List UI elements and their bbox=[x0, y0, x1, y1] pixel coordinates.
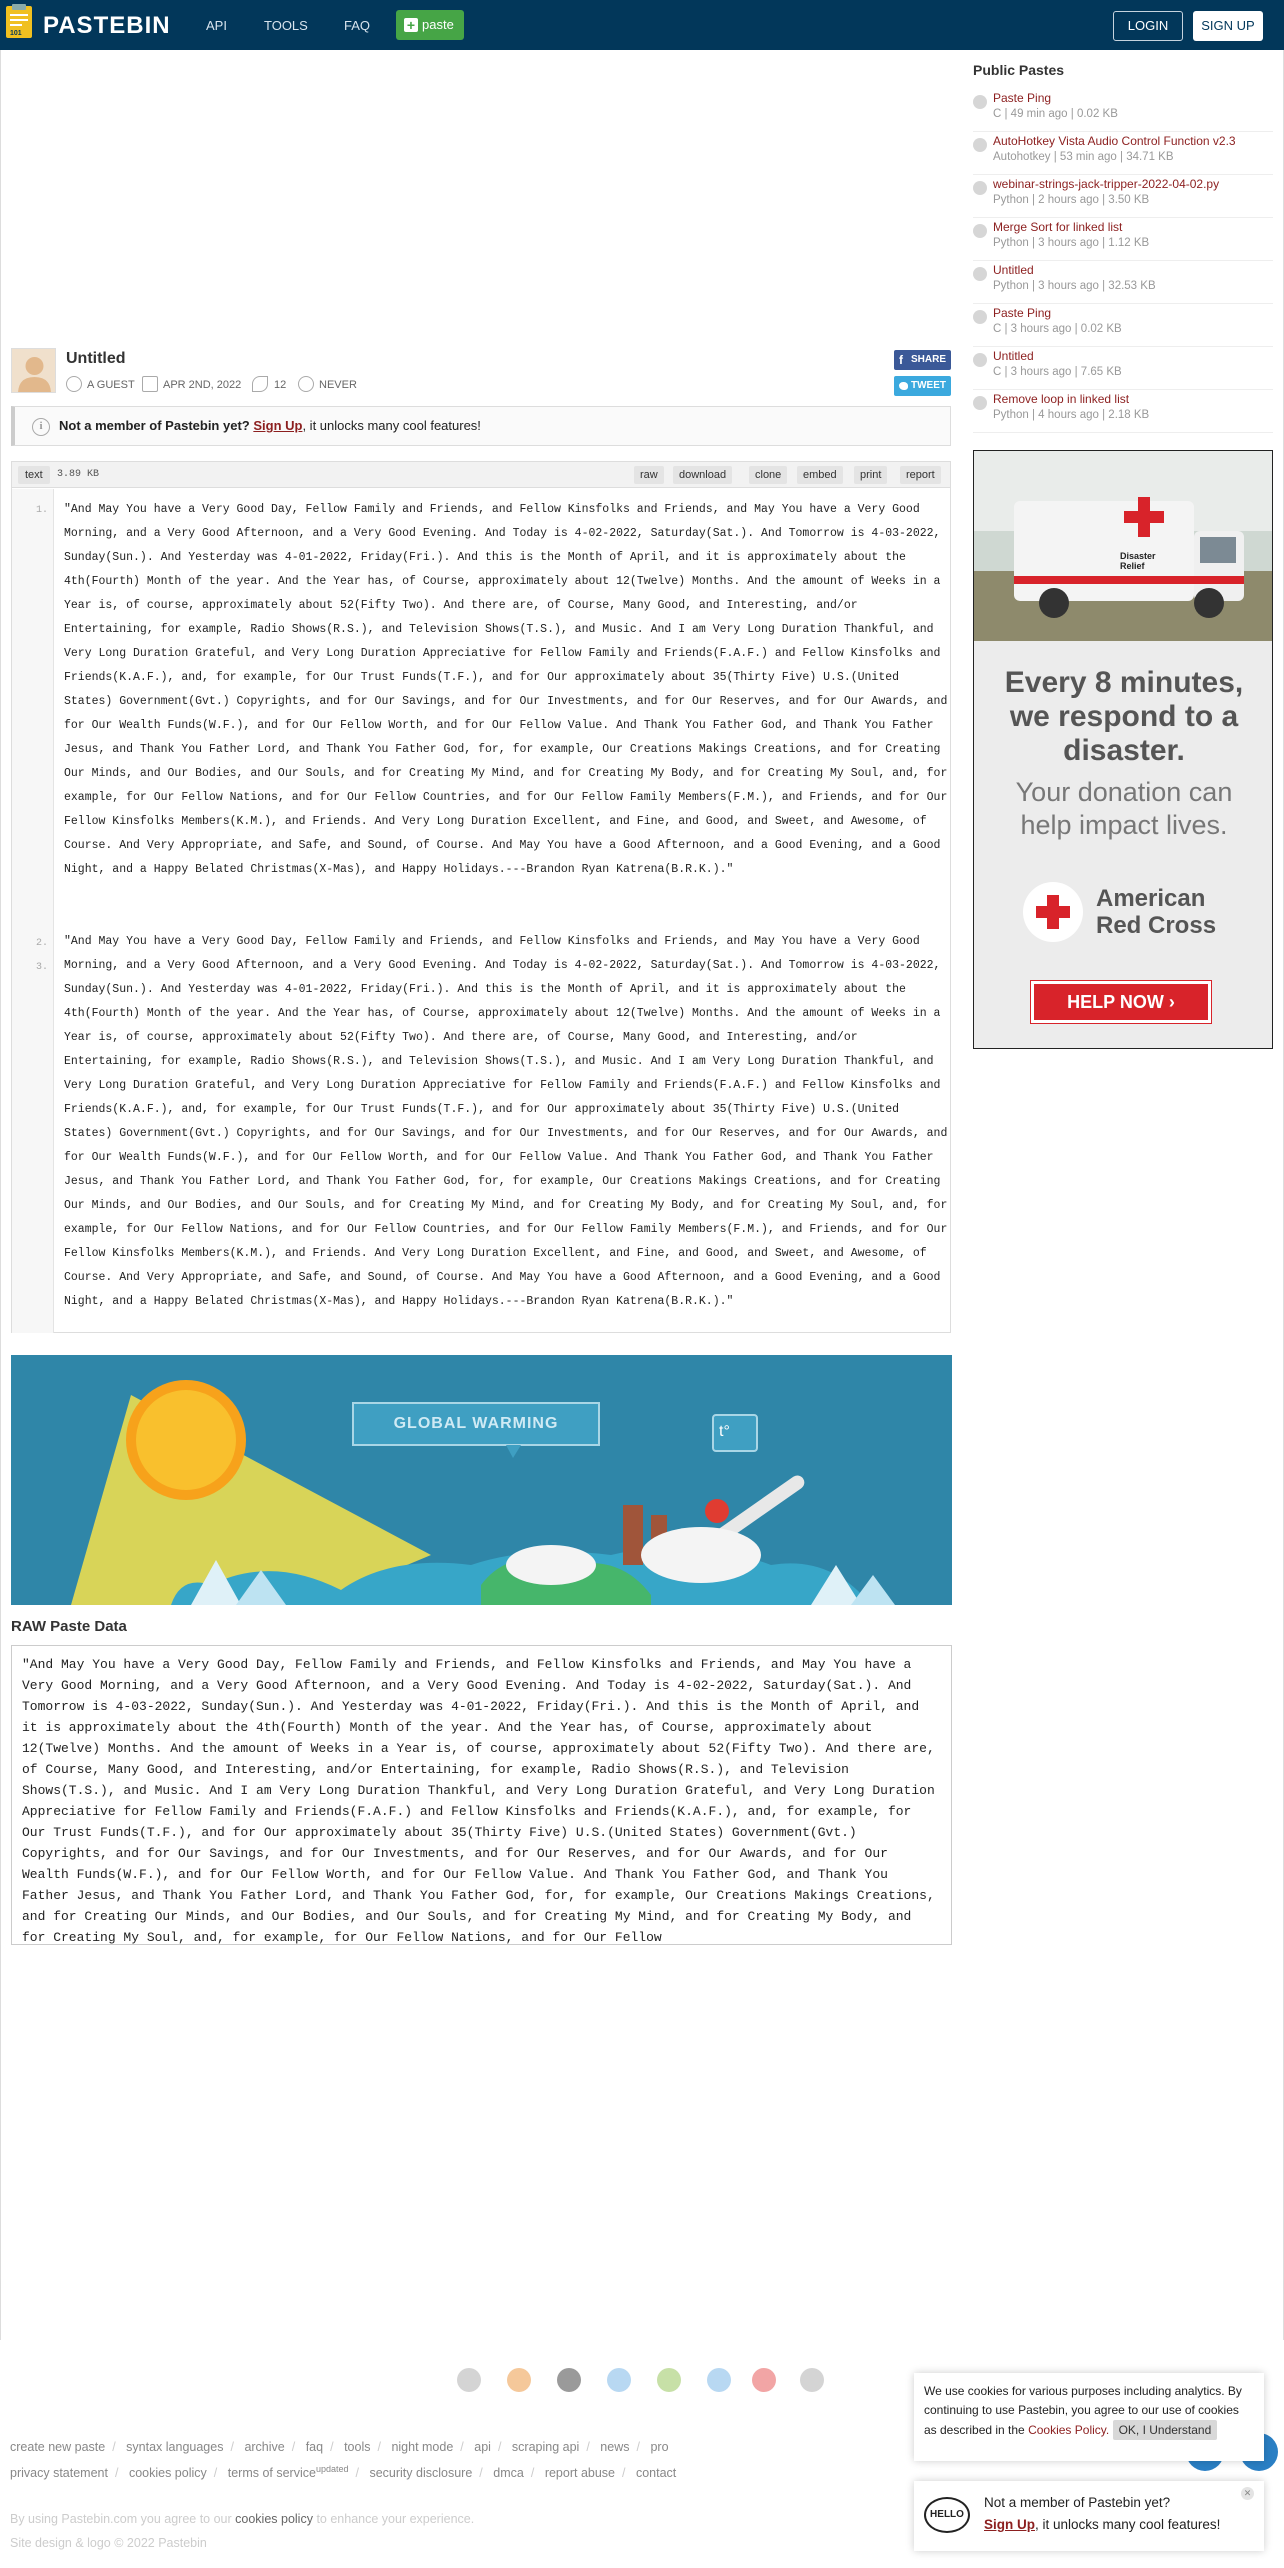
public-paste-item[interactable] bbox=[973, 219, 1273, 261]
global-warming-banner-ad[interactable] bbox=[11, 1355, 952, 1605]
public-paste-meta: Python | 2 hours ago | 3.50 KB bbox=[993, 194, 1150, 206]
nav-faq[interactable]: FAQ bbox=[344, 18, 371, 33]
edge-icon[interactable] bbox=[800, 2368, 824, 2392]
footer-agreement bbox=[10, 2512, 474, 2526]
twitter-bird-icon bbox=[899, 382, 908, 390]
public-paste-item[interactable] bbox=[973, 305, 1273, 347]
public-paste-item[interactable] bbox=[973, 262, 1273, 304]
firefox-icon[interactable] bbox=[507, 2368, 531, 2392]
van-text: Disaster Relief bbox=[1120, 551, 1156, 571]
public-paste-item[interactable] bbox=[973, 90, 1273, 132]
opera-icon[interactable] bbox=[752, 2368, 776, 2392]
ambulance-photo bbox=[974, 451, 1273, 641]
red-cross-logo-icon bbox=[1022, 881, 1084, 943]
raw-paste-textarea[interactable]: "And May You have a Very Good Day, Fellow Family and Friends, and Fellow Kinsfolks and Friends, and May You have a Very Good Morning, and a Very Good Afternoon, and a Very Good Evening. And Today is 4-02-2022, Saturday(Sat.). And Tomorrow is 4-03-2022, Sunday(Sun.). And Yesterday was 4-01-2022, Friday(Fri.). And this is the Month of April, and it is approximately about the 4th(Fourth) Month of the year. And the Year has, of Course, approximately about 12(Twelve) Months. And the amount of Weeks in a Year is, of course, approximately about 52(Fifty Two). And there are, of Course, Many Good, and Interesting, and/or Entertaining, for example, Radio Shows(R.S.), and Television Shows(T.S.), and Music. And I am Very Long Duration Thankful, and Very Long Duration Grateful, and Very Long Duration Appreciative for Fellow Family and Friends(F.A.F.) and Fellow Kinsfolks and Friends(K.A.F.), and, for example, for Our Trust Funds(T.F.), and for Our approximately about 35(Thirty Five) U.S.(United States) Government(Gvt.) Copyrights, and for Our Savings, and for Our Investments, and for Our Reserves, and for Our Awards, and for Our Wealth Funds(W.F.), and for Our Fellow Worth, and for Our Fellow Value. And Thank You Father God, and Thank You Father Jesus, and Thank You Father Lord, and Thank You Father God, for, for example, Our Creations Makings Creations, and for Creating Our Minds, and Our Bodies, and Our Souls, and for Creating My Mind, and for Creating My Body, and for Creating My Soul, and, for example, for Our Fellow Nations, and for Our Fellow bbox=[11, 1645, 952, 1945]
new-paste-label: paste bbox=[422, 17, 454, 32]
ad-subtext: Your donation can help impact lives. bbox=[1015, 777, 1233, 840]
download-button[interactable]: download bbox=[673, 466, 732, 484]
public-paste-title[interactable]: Merge Sort for linked list bbox=[993, 220, 1123, 234]
facebook-share-button[interactable] bbox=[894, 350, 951, 370]
public-paste-title[interactable]: Paste Ping bbox=[993, 306, 1052, 320]
public-paste-item[interactable] bbox=[973, 348, 1273, 390]
footer-copyright: Site design & logo © 2022 Pastebin bbox=[10, 2536, 207, 2550]
safari-icon[interactable] bbox=[707, 2368, 731, 2392]
popup-line-1: Not a member of Pastebin yet? bbox=[984, 2495, 1171, 2510]
chrome-icon[interactable] bbox=[457, 2368, 481, 2392]
globe-icon bbox=[973, 310, 987, 324]
public-paste-title[interactable]: webinar-strings-jack-tripper-2022-04-02.py bbox=[993, 177, 1220, 191]
brand-name[interactable]: PASTEBIN bbox=[43, 12, 171, 39]
public-paste-title[interactable]: Untitled bbox=[993, 349, 1034, 363]
apple-icon[interactable] bbox=[557, 2368, 581, 2392]
footer-link[interactable]: create new paste bbox=[10, 2440, 106, 2454]
public-pastes-heading: Public Pastes bbox=[973, 62, 1065, 78]
plus-icon: + bbox=[404, 18, 418, 32]
raw-paste-heading: RAW Paste Data bbox=[11, 1618, 127, 1635]
footer-link[interactable]: scraping api bbox=[511, 2440, 580, 2454]
globe-icon bbox=[973, 396, 987, 410]
info-icon: i bbox=[32, 418, 50, 436]
cookie-consent-banner bbox=[914, 2373, 1264, 2461]
clock-icon bbox=[298, 376, 314, 392]
banner-label: GLOBAL WARMING bbox=[393, 1415, 559, 1432]
nav-api[interactable]: API bbox=[206, 18, 227, 33]
popup-line-2 bbox=[984, 2517, 1220, 2532]
report-button[interactable]: report bbox=[900, 466, 941, 484]
help-now-button[interactable]: HELP NOW › bbox=[1031, 981, 1211, 1023]
globe-icon bbox=[973, 138, 987, 152]
footer-link[interactable]: terms of service bbox=[227, 2466, 316, 2481]
svg-text:101: 101 bbox=[10, 30, 22, 37]
line-number: 3. bbox=[35, 962, 48, 973]
notice-signup-link[interactable]: Sign Up bbox=[253, 418, 303, 433]
footer-links-row-1: create new paste / syntax languages / archive / faq / tools / night mode / api / scraping api / news / pro bbox=[10, 2440, 669, 2454]
clone-button[interactable]: clone bbox=[749, 466, 787, 484]
public-paste-meta: Python | 3 hours ago | 1.12 KB bbox=[993, 237, 1150, 249]
globe-icon bbox=[973, 95, 987, 109]
signup-popup bbox=[914, 2481, 1264, 2551]
public-paste-title[interactable]: Remove loop in linked list bbox=[993, 392, 1130, 406]
tweet-label: TWEET bbox=[911, 380, 946, 391]
globe-icon bbox=[973, 267, 987, 281]
user-silhouette-icon bbox=[12, 349, 56, 393]
footer-link[interactable]: syntax languages bbox=[126, 2440, 224, 2454]
footer-link[interactable]: tools bbox=[344, 2440, 371, 2454]
footer-link[interactable]: report abuse bbox=[544, 2466, 615, 2481]
facebook-icon: f bbox=[899, 353, 903, 367]
public-paste-item[interactable] bbox=[973, 391, 1273, 433]
android-icon[interactable] bbox=[657, 2368, 681, 2392]
login-button[interactable]: LOGIN bbox=[1113, 11, 1183, 41]
public-paste-item[interactable] bbox=[973, 133, 1273, 175]
line-number: 1. bbox=[35, 505, 48, 516]
public-paste-meta: C | 3 hours ago | 7.65 KB bbox=[993, 366, 1122, 378]
guest-avatar bbox=[11, 348, 56, 393]
footer-link[interactable]: night mode bbox=[391, 2440, 454, 2454]
paste-date: APR 2ND, 2022 bbox=[163, 379, 242, 391]
red-cross-ad[interactable] bbox=[973, 450, 1273, 1049]
new-paste-button[interactable] bbox=[396, 10, 464, 40]
global-warming-illustration bbox=[11, 1355, 952, 1605]
embed-button[interactable]: embed bbox=[797, 466, 843, 484]
footer-link[interactable]: cookies policy bbox=[128, 2466, 207, 2481]
user-icon bbox=[66, 376, 82, 392]
public-paste-item[interactable] bbox=[973, 176, 1273, 218]
share-label: SHARE bbox=[911, 354, 947, 365]
cookie-ok-button[interactable]: OK, I Understand bbox=[1113, 2420, 1218, 2440]
ad-org-name: American Red Cross bbox=[1096, 885, 1217, 939]
paste-code-box bbox=[11, 461, 951, 1333]
code-toolbar bbox=[12, 462, 950, 488]
public-paste-meta: C | 49 min ago | 0.02 KB bbox=[993, 108, 1118, 120]
agreement-suffix: to enhance your experience. bbox=[316, 2512, 475, 2526]
globe-icon bbox=[973, 224, 987, 238]
globe-icon bbox=[973, 181, 987, 195]
top-header bbox=[0, 0, 1284, 50]
footer-link[interactable]: security disclosure bbox=[369, 2466, 473, 2481]
tos-updated-tag: updated bbox=[315, 2464, 349, 2474]
twitter-tweet-button[interactable] bbox=[894, 376, 951, 396]
ad-headline: Every 8 minutes, we respond to a disaster. bbox=[1004, 666, 1244, 767]
pastebin-logo-icon[interactable] bbox=[4, 4, 38, 44]
public-paste-meta: Autohotkey | 53 min ago | 34.71 KB bbox=[993, 151, 1174, 163]
notice-text: Not a member of Pastebin yet? bbox=[59, 418, 250, 433]
code-line-1: "And May You have a Very Good Day, Fellow Family and Friends, and Fellow Kinsfolks and Friends, and May You have a Very Good Morning, and a Very Good Afternoon, and a Very Good Evening. And Today is 4-02-2022, Saturday(Sat.). And Tomorrow is 4-03-2022, Sunday(Sun.). And Yesterday was 4-01-2022, Friday(Fri.). And this is the Month of April, and it is approximately about the 4th(Fourth) Month of the year. And the Year has, of Course, approximately about 12(Twelve) Months. And the amount of Weeks in a Year is, of course, approximately about 52(Fifty Two). And there are, of Course, Many Good, and Interesting, and/or Entertaining, for example, Radio Shows(R.S.), and Television Shows(T.S.), and Music. And I am Very Long Duration Thankful, and Very Long Duration Grateful, and Very Long Duration Appreciative for Fellow Family and Friends(F.A.F.) and Fellow Kinsfolks and Friends(K.A.F.), and, for example, for Our Trust Funds(T.F.), and for Our approximately about 35(Thirty Five) U.S.(United States) Government(Gvt.) Copyrights, and for Our Savings, and for Our Investments, and for Our Reserves, and for Our Awards, and for Our Wealth Funds(W.F.), and for Our Fellow Worth, and for Our Fellow Value. And Thank You Father God, and Thank You Father Jesus, and Thank You Father Lord, and Thank You Father God, for, for example, Our Creations Makings Creations, and for Creating Our Minds, and Our Bodies, and Our Souls, and for Creating My Mind, and for Creating My Body, and for Creating My Soul, and, for example, for Our Fellow Nations, and for Our Fellow Countries, and for Our Fellow Family Members(F.M.), and Friends, and for Our Fellow Kinsfolks Members(K.M.), and Friends. And Very Long Duration Excellent, and Fine, and Good, and Sweet, and Awesome, of Course. And Very Appropriate, and Safe, and Sound, of Course. And May You have a Good Afternoon, and a Good Evening, and a Good Night, and a Happy Belated Christmas(X-Mas), and Happy Holidays.---Brandon Ryan Katrena(B.R.K.)." bbox=[64, 503, 948, 876]
thermometer-badge: t° bbox=[719, 1423, 730, 1440]
line-number: 2. bbox=[35, 938, 48, 949]
print-button[interactable]: print bbox=[854, 466, 887, 484]
cookie-text: We use cookies for various purposes including analytics. By continuing to use Pastebin, you agree to our use of cookies as described in the bbox=[924, 2384, 1242, 2437]
popup-signup-link[interactable]: Sign Up bbox=[984, 2517, 1035, 2532]
agreement-prefix: By using Pastebin.com you agree to our bbox=[10, 2512, 232, 2526]
footer-link[interactable]: api bbox=[474, 2440, 491, 2454]
public-paste-meta: C | 3 hours ago | 0.02 KB bbox=[993, 323, 1122, 335]
hello-bubble-icon: HELLO bbox=[924, 2497, 970, 2533]
paste-expiry: NEVER bbox=[319, 379, 357, 391]
footer-link[interactable]: privacy statement bbox=[10, 2466, 108, 2481]
paste-size: 3.89 KB bbox=[57, 469, 100, 480]
eye-icon bbox=[252, 376, 268, 392]
footer-link[interactable]: pro bbox=[650, 2440, 669, 2454]
footer-link[interactable]: faq bbox=[305, 2440, 324, 2454]
syntax-language-tag[interactable]: text bbox=[18, 466, 50, 484]
cookie-policy-link[interactable]: Cookies Policy. bbox=[1028, 2423, 1110, 2437]
paste-author[interactable]: A GUEST bbox=[87, 379, 135, 391]
signup-button[interactable]: SIGN UP bbox=[1193, 11, 1263, 41]
footer-link[interactable]: news bbox=[600, 2440, 630, 2454]
public-paste-title[interactable]: Untitled bbox=[993, 263, 1034, 277]
calendar-icon bbox=[142, 376, 158, 392]
footer-link[interactable]: archive bbox=[244, 2440, 285, 2454]
public-paste-meta: Python | 4 hours ago | 2.18 KB bbox=[993, 409, 1150, 421]
globe-icon bbox=[973, 353, 987, 367]
public-paste-meta: Python | 3 hours ago | 32.53 KB bbox=[993, 280, 1156, 292]
raw-button[interactable]: raw bbox=[634, 466, 664, 484]
public-paste-title[interactable]: AutoHotkey Vista Audio Control Function v2.3 bbox=[993, 134, 1236, 148]
code-line-3: "And May You have a Very Good Day, Fellow Family and Friends, and Fellow Kinsfolks and Friends, and May You have a Very Good Morning, and a Very Good Afternoon, and a Very Good Evening. And Today is 4-02-2022, Saturday(Sat.). And Tomorrow is 4-03-2022, Sunday(Sun.). And Yesterday was 4-01-2022, Friday(Fri.). And this is the Month of April, and it is approximately about the 4th(Fourth) Month of the year. And the Year has, of Course, approximately about 12(Twelve) Months. And the amount of Weeks in a Year is, of course, approximately about 52(Fifty Two). And there are, of Course, Many Good, and Interesting, and/or Entertaining, for example, Radio Shows(R.S.), and Television Shows(T.S.), and Music. And I am Very Long Duration Thankful, and Very Long Duration Grateful, and Very Long Duration Appreciative for Fellow Family and Friends(F.A.F.) and Fellow Kinsfolks and Friends(K.A.F.), and, for example, for Our Trust Funds(T.F.), and for Our approximately about 35(Thirty Five) U.S.(United States) Government(Gvt.) Copyrights, and for Our Savings, and for Our Investments, and for Our Reserves, and for Our Awards, and for Our Wealth Funds(W.F.), and for Our Fellow Worth, and for Our Fellow Value. And Thank You Father God, and Thank You Father Jesus, and Thank You Father Lord, and Thank You Father God, for, for example, Our Creations Makings Creations, and for Creating Our Minds, and Our Bodies, and Our Souls, and for Creating My Mind, and for Creating My Body, and for Creating My Soul, and, for example, for Our Fellow Nations, and for Our Fellow Countries, and for Our Fellow Family Members(F.M.), and Friends, and for Our Fellow Kinsfolks Members(K.M.), and Friends. And Very Long Duration Excellent, and Fine, and Good, and Sweet, and Awesome, of Course. And Very Appropriate, and Safe, and Sound, of Course. And May You have a Good Afternoon, and a Good Evening, and a Good Night, and a Happy Belated Christmas(X-Mas), and Happy Holidays.---Brandon Ryan Katrena(B.R.K.)." bbox=[64, 935, 948, 1308]
paste-title: Untitled bbox=[66, 350, 126, 367]
public-paste-title[interactable]: Paste Ping bbox=[993, 91, 1052, 105]
cookies-policy-link[interactable]: cookies policy bbox=[235, 2512, 313, 2526]
footer-links-row-2: privacy statement / cookies policy / terms of service$^{updated}$ / security disclosure / dmca / report abuse / contact bbox=[10, 2464, 677, 2481]
notice-suffix: , it unlocks many cool features! bbox=[302, 418, 481, 433]
signup-notice bbox=[11, 406, 951, 446]
top-ad-slot bbox=[11, 60, 951, 340]
footer-link[interactable]: dmca bbox=[493, 2466, 524, 2481]
popup-suffix: , it unlocks many cool features! bbox=[1035, 2517, 1221, 2532]
close-icon[interactable]: ✕ bbox=[1241, 2487, 1254, 2500]
line-number-gutter bbox=[12, 489, 54, 1333]
paste-views: 12 bbox=[274, 379, 287, 391]
footer-link[interactable]: contact bbox=[635, 2466, 677, 2481]
nav-tools[interactable]: TOOLS bbox=[264, 18, 308, 33]
windows-icon[interactable] bbox=[607, 2368, 631, 2392]
